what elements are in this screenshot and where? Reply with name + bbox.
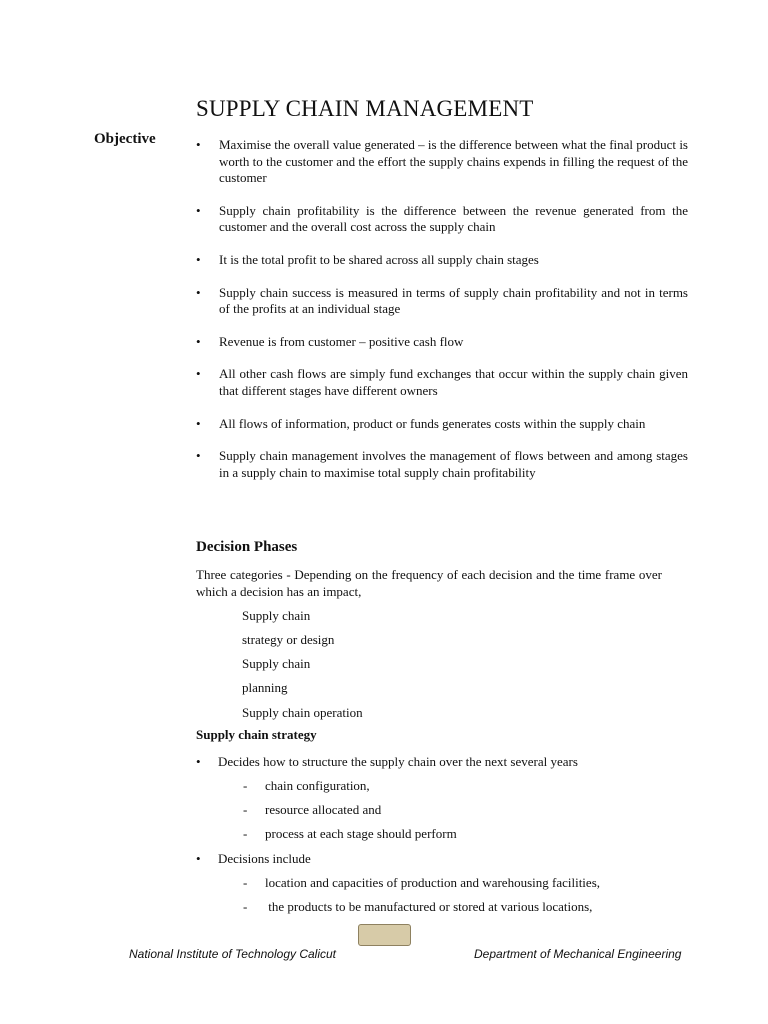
list-item: • Supply chain profitability is the difference between the revenue generated from the customer and the overall cost across the supply chain [196, 202, 688, 235]
decision-phases-intro: Three categories - Depending on the frequency of each decision and the time frame over which a decision has an impact, [196, 567, 662, 599]
page-title: SUPPLY CHAIN MANAGEMENT [196, 96, 534, 121]
dash-icon: - [243, 778, 248, 793]
bullet-icon: • [196, 851, 201, 866]
category-item: Supply chain [242, 608, 311, 623]
objective-label: Objective [94, 131, 156, 147]
dash-icon: - [243, 802, 248, 817]
bullet-icon: • [196, 415, 201, 431]
bullet-icon: • [196, 754, 201, 769]
list-item: • It is the total profit to be shared across all supply chain stages [196, 251, 539, 267]
dash-icon: - [243, 875, 248, 890]
decision-phases-heading: Decision Phases [196, 539, 298, 555]
footer-department: Department of Mechanical Engineering [474, 947, 682, 961]
sub-list-item: - process at each stage should perform [243, 826, 457, 841]
list-item: • All flows of information, product or funds generates costs within the supply chain [196, 415, 646, 431]
sub-list-item: - chain configuration, [243, 778, 370, 793]
category-item: planning [242, 680, 288, 695]
bullet-icon: • [196, 284, 201, 300]
list-item: • Decisions include [196, 851, 311, 866]
dash-icon: - [243, 899, 248, 914]
category-item: Supply chain operation [242, 705, 363, 720]
category-item: strategy or design [242, 632, 335, 647]
bullet-icon: • [196, 251, 201, 267]
objective-list [194, 137, 688, 497]
list-item: • Decides how to structure the supply chain over the next several years [196, 754, 578, 769]
supply-chain-strategy-heading: Supply chain strategy [196, 727, 317, 742]
footer-institution: National Institute of Technology Calicut [129, 947, 337, 961]
list-item: • Supply chain success is measured in terms of supply chain profitability and not in terms of the profits at an individual stage [196, 284, 688, 317]
sub-list-item: - resource allocated and [243, 802, 382, 817]
bullet-icon: • [196, 333, 201, 349]
list-item: • Supply chain management involves the management of flows between and among stages in a supply chain to maximise total supply chain profitability [196, 448, 688, 480]
dash-icon: - [243, 826, 248, 841]
bullet-icon: • [196, 137, 201, 152]
sub-list-item: - the products to be manufactured or stored at various locations, [243, 899, 593, 914]
bullet-icon: • [196, 366, 201, 382]
list-item: • All other cash flows are simply fund exchanges that occur within the supply chain given that different stages have different owners [196, 366, 688, 398]
list-item: • Maximise the overall value generated – is the difference between what the final product is worth to the customer and the effort the supply chains expends in filling the request of the customer [196, 137, 688, 186]
page-tab-marker [358, 924, 411, 946]
category-item: Supply chain [242, 656, 311, 671]
bullet-icon: • [196, 448, 201, 464]
bullet-icon: • [196, 202, 201, 218]
sub-list-item: - location and capacities of production and warehousing facilities, [243, 875, 600, 890]
list-item: • Revenue is from customer – positive cash flow [196, 333, 464, 349]
